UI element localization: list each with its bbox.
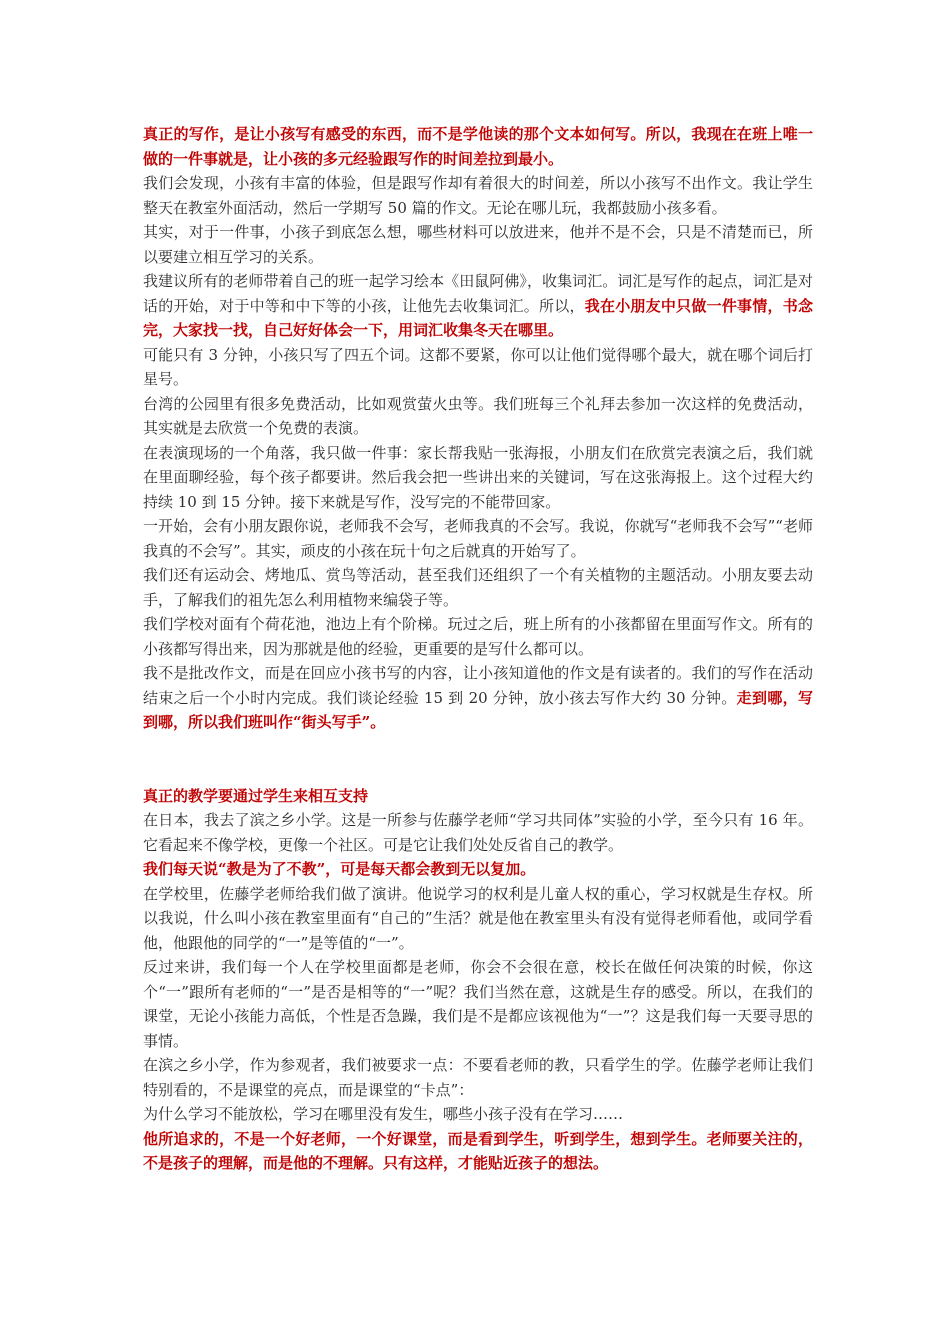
body-text: 我们会发现，小孩有丰富的体验，但是跟写作却有着很大的时间差，所以小孩写不出作文。我让学生整天在教室外面活动，然后一学期写 50 篇的作文。无论在哪儿玩，我都鼓励小孩多看。 [143,174,813,217]
section-teaching [143,784,813,1176]
paragraph [143,514,813,563]
emphasized-text: 他所追求的，不是一个好老师，一个好课堂，而是看到学生，听到学生，想到学生。老师要关注的，不是孩子的理解，而是他的不理解。只有这样，才能贴近孩子的想法。 [143,1129,813,1172]
body-text: 我们还有运动会、烤地瓜、赏鸟等活动，甚至我们还组织了一个有关植物的主题活动。小朋友要去动手，了解我们的祖先怎么利用植物来编袋子等。 [143,566,813,609]
body-text: 我们学校对面有个荷花池，池边上有个阶梯。玩过之后，班上所有的小孩都留在里面写作文。所有的小孩都写得出来，因为那就是他的经验，更重要的是写什么都可以。 [143,615,813,658]
section-writing [143,122,813,735]
paragraph [143,1127,813,1176]
emphasized-text: 我们每天说“教是为了不教”，可是每天都会教到无以复加。 [143,860,536,878]
document-page [143,122,813,1176]
body-text: 我建议所有的老师带着自己的班一起学习绘本《田鼠阿佛》，收集词汇。词汇是写作的起点，词汇是对话的开始，对于中等和中下等的小孩，让他先去收集词汇。所以， [143,272,813,315]
body-text: 其实，对于一件事，小孩子到底怎么想，哪些材料可以放进来，他并不是不会，只是不清楚而已，所以要建立相互学习的关系。 [143,223,813,266]
paragraph [143,122,813,171]
paragraph [143,563,813,612]
emphasized-text: 真正的教学要通过学生来相互支持 [143,786,369,805]
paragraph [143,1102,813,1127]
body-text: 在滨之乡小学，作为参观者，我们被要求一点：不要看老师的教，只看学生的学。佐藤学老师让我们特别看的，不是课堂的亮点，而是课堂的“卡点”： [143,1056,813,1099]
emphasized-text: 走到哪，写到哪，所以我们班叫作“街头写手”。 [143,688,813,731]
paragraph [143,784,813,809]
paragraph [143,269,813,343]
body-text: 在学校里，佐藤学老师给我们做了演讲。他说学习的权利是儿童人权的重心，学习权就是生存权。所以我说，什么叫小孩在教室里面有“自己的”生活？就是他在教室里头有没有觉得老师看他，或同学看他，他跟他的同学的“一”是等值的“一”。 [143,884,813,952]
section-divider-space [143,735,813,784]
body-text: 为什么学习不能放松，学习在哪里没有发生，哪些小孩子没有在学习…… [143,1105,624,1123]
body-text: 在日本，我去了滨之乡小学。这是一所参与佐藤学老师“学习共同体”实验的小学，至今只有 16 年。它看起来不像学校，更像一个社区。可是它让我们处处反省自己的教学。 [143,811,813,854]
body-text: 在表演现场的一个角落，我只做一件事：家长帮我贴一张海报，小朋友们在欣赏完表演之后，我们就在里面聊经验，每个孩子都要讲。然后我会把一些讲出来的关键词，写在这张海报上。这个过程大约持续 10 到 15 分钟。接下来就是写作，没写完的不能带回家。 [143,443,813,511]
paragraph [143,441,813,515]
body-text: 一开始，会有小朋友跟你说，老师我不会写，老师我真的不会写。我说，你就写“老师我不会写”“老师我真的不会写”。其实，顽皮的小孩在玩十句之后就真的开始写了。 [143,517,813,560]
emphasized-text: 真正的写作，是让小孩写有感受的东西，而不是学他读的那个文本如何写。所以，我现在在班上唯一做的一件事就是，让小孩的多元经验跟写作的时间差拉到最小。 [143,125,813,168]
body-text: 台湾的公园里有很多免费活动，比如观赏萤火虫等。我们班每三个礼拜去参加一次这样的免费活动，其实就是去欣赏一个免费的表演。 [143,394,813,437]
paragraph [143,857,813,882]
paragraph [143,882,813,956]
body-text: 反过来讲，我们每一个人在学校里面都是老师，你会不会很在意，校长在做任何决策的时候，你这个“一”跟所有老师的“一”是否是相等的“一”呢？我们当然在意，这就是生存的感受。所以，在我们的课堂，无论小孩能力高低，个性是否急躁，我们是不是都应该视他为“一”？这是我们每一天要寻思的事情。 [143,958,813,1050]
paragraph [143,171,813,220]
emphasized-text: 我在小朋友中只做一件事情，书念完，大家找一找，自己好好体会一下，用词汇收集冬天在哪里。 [143,296,813,339]
paragraph [143,343,813,392]
paragraph [143,808,813,857]
body-text: 可能只有 3 分钟，小孩只写了四五个词。这都不要紧，你可以让他们觉得哪个最大，就在哪个词后打星号。 [143,345,813,388]
paragraph [143,955,813,1053]
body-text: 我不是批改作文，而是在回应小孩书写的内容，让小孩知道他的作文是有读者的。我们的写作在活动结束之后一个小时内完成。我们谈论经验 15 到 20 分钟，放小孩去写作大约 30 分钟。 [143,664,813,707]
paragraph [143,1053,813,1102]
paragraph [143,392,813,441]
paragraph [143,612,813,661]
paragraph [143,220,813,269]
paragraph [143,661,813,735]
